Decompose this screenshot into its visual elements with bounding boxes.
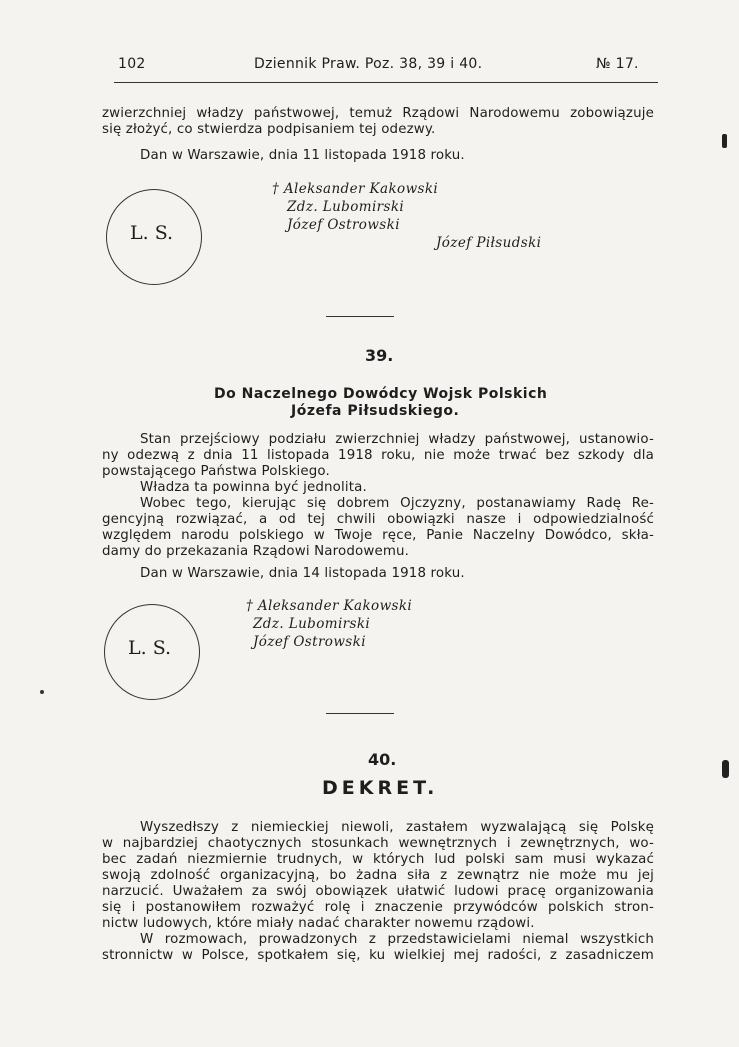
- doc40-line-3: bec zadań niezmiernie trudnych, w których lud polski sam musi wykazać: [102, 852, 654, 867]
- doc40-line-1: Wyszedłszy z niemieckiej niewoli, zastałem wyzwalającą się Polskę: [140, 820, 654, 835]
- seal-label: L. S.: [128, 637, 172, 659]
- header-rule: [114, 82, 658, 83]
- doc39-line-1: Stan przejściowy podziału zwierzchniej władzy państwowej, ustanowio-: [140, 432, 654, 447]
- doc38-line-2: się złożyć, co stwierdza podpisaniem tej odezwy.: [102, 122, 436, 137]
- scan-speck: [40, 690, 44, 694]
- doc39-line-3: powstającego Państwa Polskiego.: [102, 464, 330, 479]
- doc39-line-2: ny odezwą z dnia 11 listopada 1918 roku, nie może trwać bez szkody dla: [102, 448, 654, 463]
- decree-title: DEKRET.: [322, 777, 439, 799]
- doc39-line-4: Władza ta powinna być jednolita.: [140, 480, 367, 495]
- page-number: 102: [118, 56, 146, 72]
- signature-kakowski: † Aleksander Kakowski: [272, 181, 439, 197]
- doc38-date: Dan w Warszawie, dnia 11 listopada 1918 roku.: [140, 148, 465, 163]
- doc40-line-7: nictw ludowych, które miały nadać charakter nowemu rządowi.: [102, 916, 535, 931]
- journal-title: Dziennik Praw. Poz. 38, 39 i 40.: [254, 56, 483, 72]
- signature-pilsudski: Józef Piłsudski: [436, 235, 542, 251]
- doc39-line-7: względem narodu polskiego w Twoje ręce, Panie Naczelny Dowódco, skła-: [102, 528, 654, 543]
- doc40-line-9: stronnictw w Polsce, spotkałem się, ku wielkiej mej radości, z zasadniczem: [102, 948, 654, 963]
- section-divider: [326, 713, 394, 714]
- doc40-line-8: W rozmowach, prowadzonych z przedstawicielami niemal wszystkich: [140, 932, 654, 947]
- doc39-date: Dan w Warszawie, dnia 14 listopada 1918 roku.: [140, 566, 465, 581]
- section-divider: [326, 316, 394, 317]
- scan-speck: [722, 134, 727, 148]
- issue-number: № 17.: [596, 56, 639, 72]
- section-number-40: 40.: [368, 750, 397, 769]
- signature-ostrowski: Józef Ostrowski: [253, 634, 366, 650]
- doc39-line-5: Wobec tego, kierując się dobrem Ojczyzny, postanawiamy Radę Re-: [140, 496, 654, 511]
- signature-lubomirski: Zdz. Lubomirski: [253, 616, 371, 632]
- signature-kakowski: † Aleksander Kakowski: [246, 598, 413, 614]
- doc40-line-2: w najbardziej chaotycznych stosunkach wewnętrznych i zewnętrznych, wo-: [102, 836, 654, 851]
- doc38-line-1: zwierzchniej władzy państwowej, temuż Rządowi Narodowemu zobowiązuje: [102, 106, 654, 121]
- doc40-line-6: się i postanowiłem rozważyć rolę i znaczenie przywódców polskich stron-: [102, 900, 654, 915]
- doc39-title-line-2: Józefa Piłsudskiego.: [291, 403, 460, 419]
- doc39-title-line-1: Do Naczelnego Dowódcy Wojsk Polskich: [214, 386, 548, 402]
- doc40-line-4: swoją zdolność organizacyjną, bo żadna siła z zewnątrz nie może mu jej: [102, 868, 654, 883]
- doc39-line-6: gencyjną rozwiązać, a od tej chwili obowiązki nasze i odpowiedzialność: [102, 512, 654, 527]
- doc40-line-5: narzucić. Uważałem za swój obowiązek ułatwić ludowi pracę organizowania: [102, 884, 654, 899]
- seal-label: L. S.: [130, 222, 174, 244]
- signature-ostrowski: Józef Ostrowski: [287, 217, 400, 233]
- section-number-39: 39.: [365, 346, 394, 365]
- doc39-line-8: damy do przekazania Rządowi Narodowemu.: [102, 544, 410, 559]
- scan-speck: [722, 760, 729, 778]
- signature-lubomirski: Zdz. Lubomirski: [287, 199, 405, 215]
